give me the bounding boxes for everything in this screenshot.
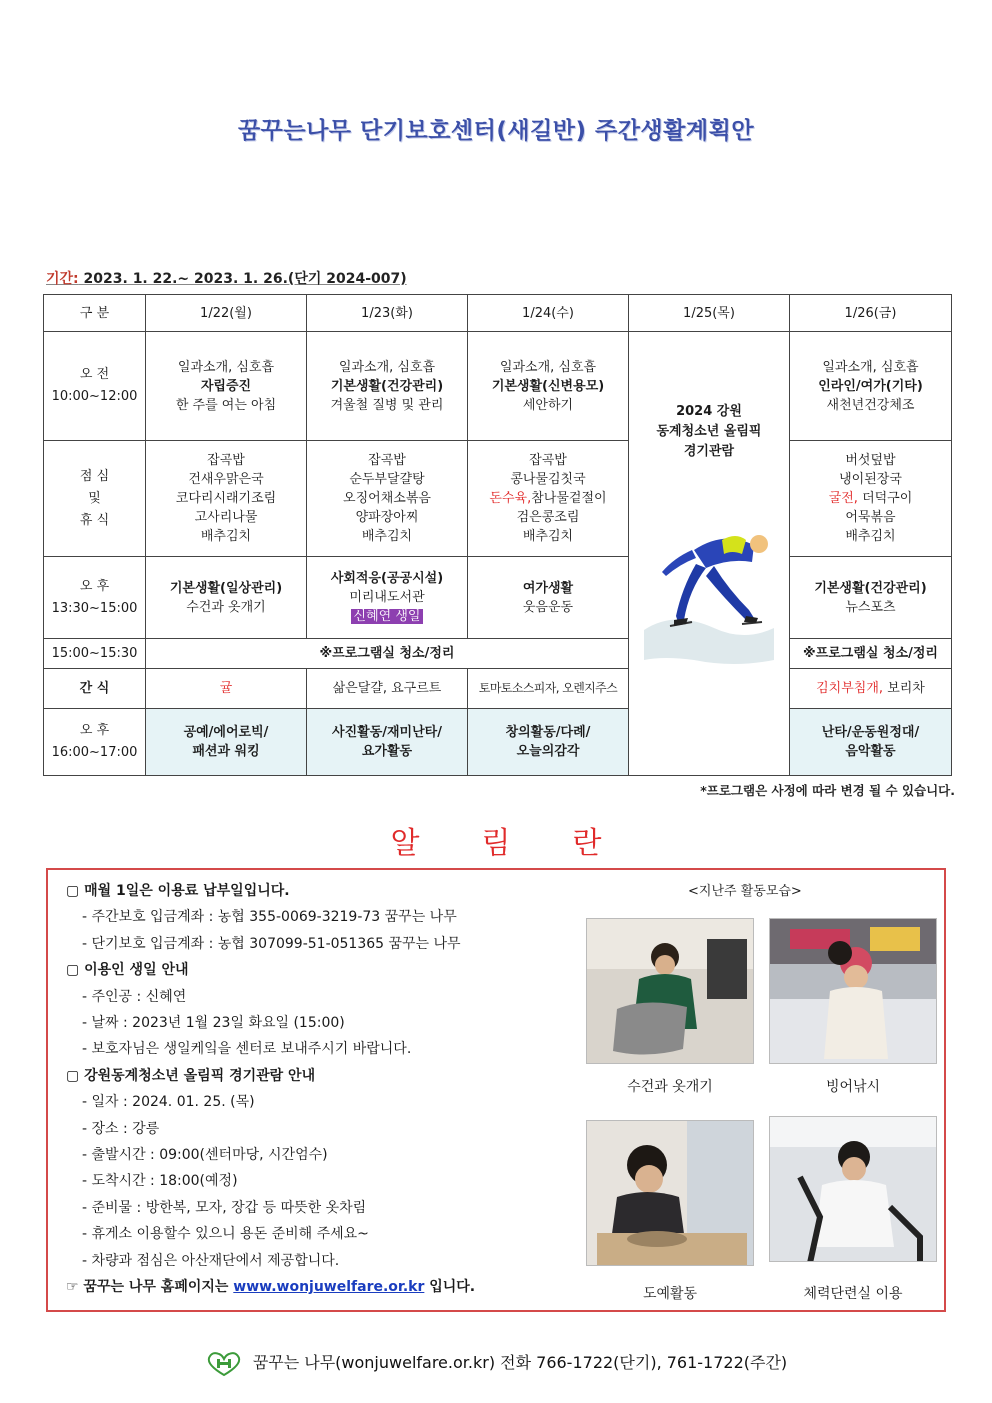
cell-afternoon-tue bbox=[307, 557, 468, 639]
menu-highlight: 돈수육, bbox=[489, 491, 532, 506]
snack-highlight: 김치부침개, bbox=[816, 681, 884, 696]
cell-lunch-wed bbox=[468, 441, 629, 557]
cell-line bbox=[468, 489, 628, 508]
menu-item: 더덕구이 bbox=[857, 491, 913, 506]
row-label-snack: 간 식 bbox=[44, 669, 146, 709]
list-item: - 출발시간 : 09:00(센터마당, 시간엄수) bbox=[82, 1147, 328, 1164]
header-wed: 1/24(수) bbox=[468, 295, 629, 332]
cell-line: 음악활동 bbox=[845, 744, 896, 759]
cell-line: 기본생활(건강관리) bbox=[330, 378, 444, 394]
cell-line: 창의활동/다례/ bbox=[505, 725, 591, 740]
label-line: 13:30~15:00 bbox=[51, 600, 138, 616]
cell-lunch-tue bbox=[307, 441, 468, 557]
cell-line: 요가활동 bbox=[361, 744, 413, 759]
cell-line: 콩나물김칫국 bbox=[510, 472, 586, 487]
cell-late-wed bbox=[468, 709, 629, 776]
footer bbox=[0, 1350, 992, 1377]
list-item: - 일자 : 2024. 01. 25. (목) bbox=[82, 1094, 255, 1111]
header-thu: 1/25(목) bbox=[629, 295, 790, 332]
cell-line: 일과소개, 심호흡 bbox=[177, 359, 275, 375]
footer-text: 꿈꾸는 나무(wonjuwelfare.or.kr) 전화 766-1722(단기), 761-1722(주간) bbox=[252, 1353, 788, 1372]
cell-cleanup-mon-wed: ※프로그램실 청소/정리 bbox=[146, 639, 629, 669]
cell-line: 양파장아찌 bbox=[355, 510, 419, 525]
cell-late-mon bbox=[146, 709, 307, 776]
cell-afternoon-fri bbox=[790, 557, 952, 639]
cell-line: 새천년건강체조 bbox=[826, 397, 915, 413]
list-item: - 단기보호 입금계좌 : 농협 307099-51-051365 꿈꾸는 나무 bbox=[82, 935, 461, 952]
cell-line: 잡곡밥 bbox=[368, 453, 406, 468]
cell-line: 자립증진 bbox=[200, 378, 252, 394]
cell-line: 사회적응(공공시설) bbox=[330, 571, 444, 586]
snack-item: 보리차 bbox=[883, 681, 925, 696]
cell-line: 사진활동/재미난타/ bbox=[332, 725, 442, 740]
period-label: 기간: bbox=[46, 271, 79, 287]
schedule-note: *프로그램은 사정에 따라 변경 될 수 있습니다. bbox=[700, 783, 955, 798]
table-row-lunch bbox=[44, 441, 952, 557]
cell-snack-wed: 토마토소스피자, 오렌지주스 bbox=[468, 669, 629, 709]
period-line bbox=[46, 268, 407, 288]
photo-caption: 수건과 옷개기 bbox=[627, 1079, 713, 1095]
cell-line: 코다리시래기조림 bbox=[175, 491, 277, 506]
cell-line: 어묵볶음 bbox=[845, 510, 896, 525]
cell-snack-fri bbox=[790, 669, 952, 709]
cell-line: 동계청소년 올림픽 bbox=[656, 424, 762, 439]
cell-late-fri bbox=[790, 709, 952, 776]
cell-snack-tue: 삶은달걀, 요구르트 bbox=[307, 669, 468, 709]
cell-line: 웃음운동 bbox=[522, 599, 574, 615]
cell-line: 기본생활(건강관리) bbox=[814, 580, 927, 596]
cell-line: 냉이된장국 bbox=[839, 472, 902, 487]
cell-morning-fri bbox=[790, 332, 952, 441]
cell-line bbox=[307, 607, 467, 626]
notice-section-payment: ▢ 매월 1일은 이용료 납부일입니다. bbox=[66, 883, 290, 899]
label-line: 오 전 bbox=[79, 367, 110, 382]
header-mon: 1/22(월) bbox=[146, 295, 307, 332]
heart-logo-icon bbox=[205, 1351, 243, 1377]
table-row-afternoon bbox=[44, 557, 952, 639]
header-fri: 1/26(금) bbox=[790, 295, 952, 332]
notice-section-olympic: ▢ 강원동계청소년 올림픽 경기관람 안내 bbox=[66, 1067, 316, 1084]
label-line: 및 bbox=[88, 490, 101, 506]
photo-gym bbox=[769, 1116, 937, 1262]
list-item: - 주간보호 입금계좌 : 농협 355-0069-3219-73 꿈꾸는 나무 bbox=[82, 909, 457, 926]
cell-afternoon-wed bbox=[468, 557, 629, 639]
list-item: - 휴게소 이용할수 있으니 용돈 준비해 주세요~ bbox=[82, 1226, 369, 1243]
list-item: - 주인공 : 신혜연 bbox=[82, 988, 187, 1005]
label-line: 10:00~12:00 bbox=[51, 389, 138, 404]
cell-line: 순두부달걀탕 bbox=[349, 472, 425, 487]
photo-ice-fishing bbox=[769, 918, 937, 1064]
row-label-morning bbox=[44, 332, 146, 441]
cell-line: 패션과 워킹 bbox=[192, 744, 260, 759]
cell-line: 인라인/여가(기타) bbox=[818, 378, 923, 394]
cell-olympic-thu bbox=[629, 332, 790, 776]
cell-line: 오징어채소볶음 bbox=[343, 491, 431, 506]
photo-caption: 도예활동 bbox=[642, 1286, 698, 1302]
list-item: - 준비물 : 방한복, 모자, 장갑 등 따뜻한 옷차림 bbox=[82, 1199, 367, 1216]
cell-morning-mon bbox=[146, 332, 307, 441]
list-item: - 차량과 점심은 아산재단에서 제공합니다. bbox=[82, 1252, 340, 1269]
cell-line: 배추김치 bbox=[522, 529, 574, 544]
cell-line: 잡곡밥 bbox=[529, 453, 567, 468]
cell-line: 세안하기 bbox=[522, 397, 574, 413]
cell-line: 미리내도서관 bbox=[349, 590, 425, 605]
row-label-lunch bbox=[44, 441, 146, 557]
cell-line: 한 주를 여는 아침 bbox=[175, 397, 277, 413]
table-row-cleanup bbox=[44, 639, 952, 669]
cell-line: 난타/운동원정대/ bbox=[821, 725, 920, 740]
label-line: 오 후 bbox=[79, 723, 110, 738]
cell-line: 버섯덮밥 bbox=[845, 453, 896, 468]
header-tue: 1/23(화) bbox=[307, 295, 468, 332]
cell-line: 겨울철 질병 및 관리 bbox=[330, 397, 444, 413]
table-row-late bbox=[44, 709, 952, 776]
cell-line: 뉴스포츠 bbox=[845, 599, 896, 615]
cell-afternoon-mon bbox=[146, 557, 307, 639]
label-line: 오 후 bbox=[79, 578, 110, 594]
list-item: - 보호자님은 생일케잌을 센터로 보내주시기 바랍니다. bbox=[82, 1041, 412, 1058]
cell-morning-wed bbox=[468, 332, 629, 441]
cell-lunch-fri bbox=[790, 441, 952, 557]
cell-line: 기본생활(신변용모) bbox=[491, 378, 605, 394]
header-category: 구 분 bbox=[44, 295, 146, 332]
period-value: 2023. 1. 22.~ 2023. 1. 26.(단기 2024-007) bbox=[78, 271, 407, 287]
table-row-snack bbox=[44, 669, 952, 709]
list-item: - 날짜 : 2023년 1월 23일 화요일 (15:00) bbox=[82, 1015, 345, 1032]
homepage-line bbox=[66, 1274, 566, 1300]
label-line: 휴 식 bbox=[79, 512, 110, 528]
cell-line: 건새우맑은국 bbox=[188, 472, 264, 487]
cell-line: 검은콩조림 bbox=[516, 510, 580, 525]
photo-towel-folding bbox=[586, 918, 754, 1064]
menu-item: 참나물겉절이 bbox=[531, 491, 607, 506]
birthday-highlight: 신혜연 생일 bbox=[351, 609, 424, 624]
photo-pottery bbox=[586, 1120, 754, 1266]
notice-heading: 알림란 bbox=[390, 826, 664, 861]
table-header-row bbox=[44, 295, 952, 332]
speed-skater-illustration bbox=[634, 510, 784, 670]
cell-line: 공예/에어로빅/ bbox=[183, 725, 269, 740]
cell-line: 일과소개, 심호흡 bbox=[499, 359, 597, 375]
cell-line: 배추김치 bbox=[845, 529, 896, 544]
table-row-morning bbox=[44, 332, 952, 441]
cell-late-tue bbox=[307, 709, 468, 776]
cell-line: 잡곡밥 bbox=[207, 453, 245, 468]
cell-line: 기본생활(일상관리) bbox=[169, 580, 283, 596]
photo-caption: 체력단련실 이용 bbox=[803, 1286, 903, 1302]
homepage-prefix: ☞ 꿈꾸는 나무 홈페이지는 bbox=[66, 1279, 234, 1296]
cell-line: 고사리나물 bbox=[194, 510, 258, 525]
homepage-suffix: 입니다. bbox=[424, 1279, 476, 1296]
label-line: 16:00~17:00 bbox=[51, 745, 138, 760]
cell-line: 배추김치 bbox=[200, 529, 252, 544]
page-title: 꿈꾸는나무 단기보호센터(새길반) 주간생활계획안 bbox=[237, 118, 755, 144]
cell-line: 오늘의감각 bbox=[516, 744, 580, 759]
weekly-schedule-table bbox=[43, 294, 952, 776]
photo-caption: 빙어낚시 bbox=[825, 1079, 881, 1095]
row-label-cleanup: 15:00~15:30 bbox=[44, 639, 146, 669]
cell-line: 배추김치 bbox=[361, 529, 413, 544]
cell-lunch-mon bbox=[146, 441, 307, 557]
notice-box bbox=[46, 868, 946, 1312]
cell-line: 일과소개, 심호흡 bbox=[822, 359, 919, 375]
cell-line: 여가생활 bbox=[522, 580, 574, 596]
cell-line: 일과소개, 심호흡 bbox=[338, 359, 436, 375]
cell-line bbox=[790, 489, 951, 508]
cell-line: 수건과 옷개기 bbox=[186, 599, 266, 615]
cell-line: 2024 강원 bbox=[676, 404, 742, 419]
list-item: - 도착시간 : 18:00(예정) bbox=[82, 1173, 238, 1190]
list-item: - 장소 : 강릉 bbox=[82, 1120, 160, 1137]
menu-highlight: 굴전, bbox=[828, 491, 858, 506]
gallery-caption: <지난주 활동모습> bbox=[688, 884, 802, 899]
cell-cleanup-fri: ※프로그램실 청소/정리 bbox=[790, 639, 952, 669]
notice-section-birthday: ▢ 이용인 생일 안내 bbox=[66, 962, 189, 979]
notice-text bbox=[66, 878, 566, 1301]
row-label-late bbox=[44, 709, 146, 776]
cell-line: 경기관람 bbox=[683, 444, 735, 459]
cell-snack-mon: 귤 bbox=[146, 669, 307, 709]
row-label-afternoon bbox=[44, 557, 146, 639]
cell-morning-tue bbox=[307, 332, 468, 441]
label-line: 점 심 bbox=[79, 468, 110, 484]
homepage-link[interactable]: www.wonjuwelfare.or.kr bbox=[233, 1279, 425, 1296]
